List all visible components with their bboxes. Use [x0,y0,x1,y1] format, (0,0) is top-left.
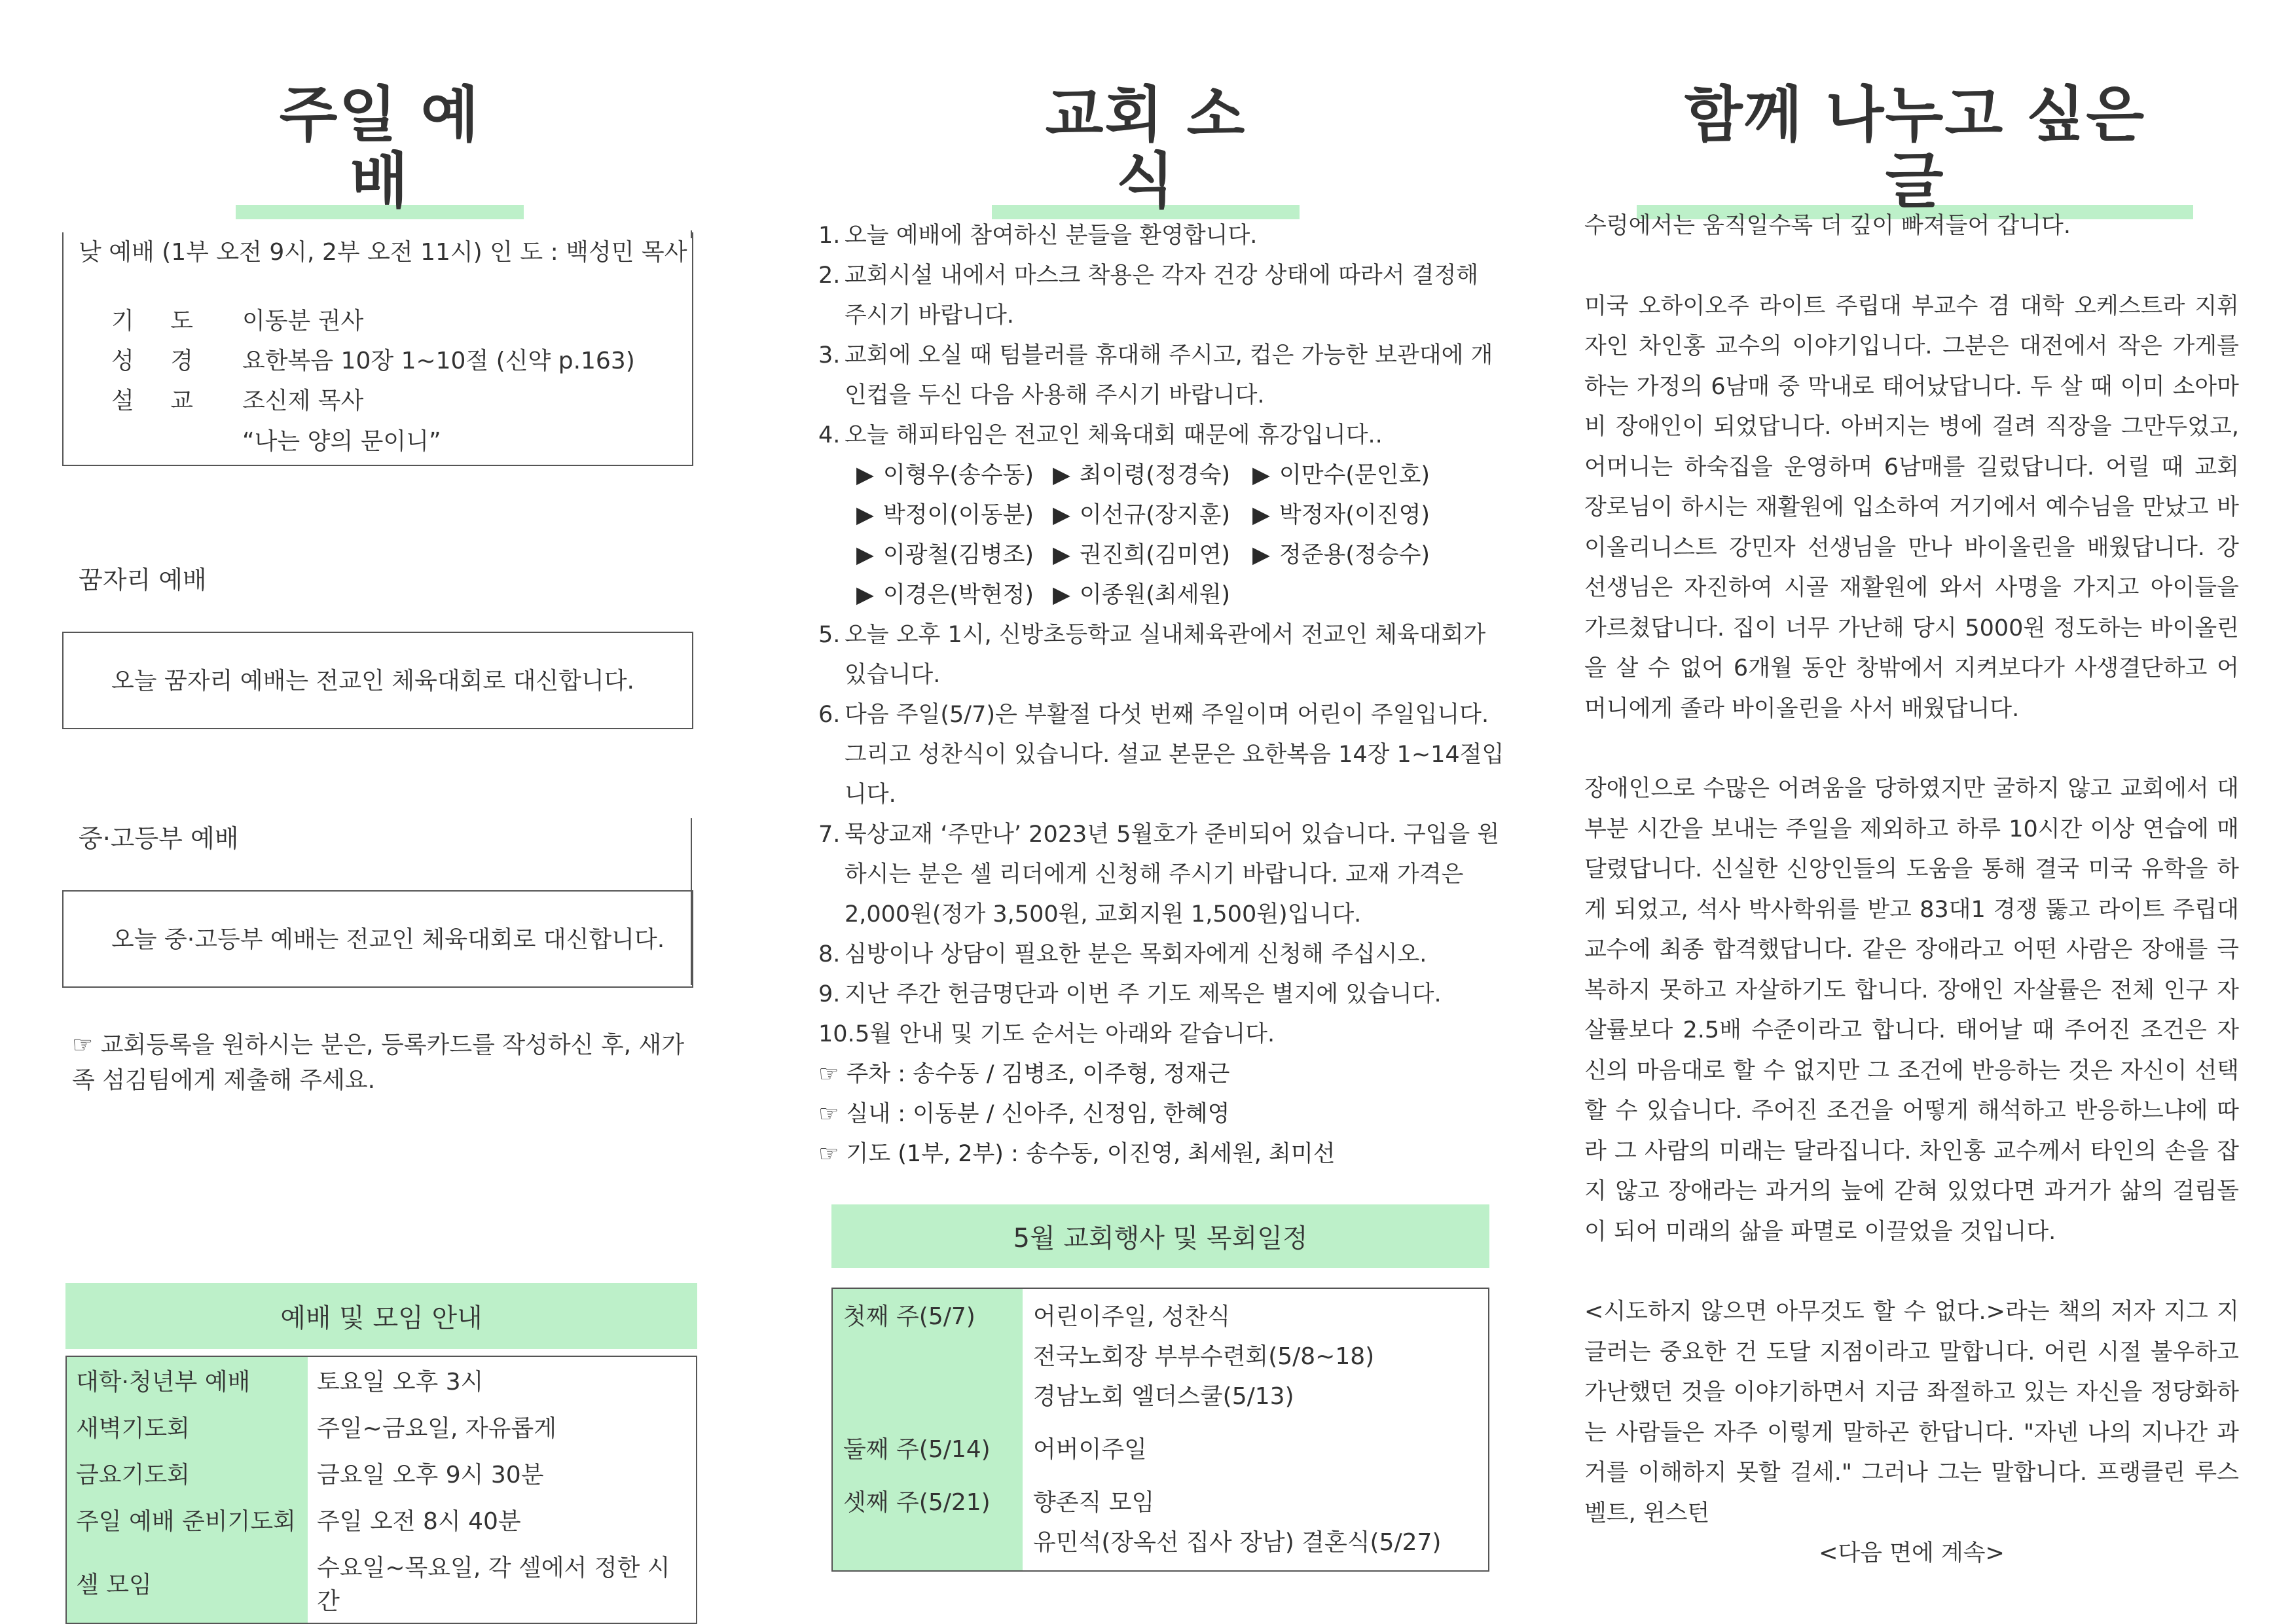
meeting-name: 금요기도회 [67,1450,308,1496]
sermon-title-label [111,422,242,461]
item-number: 9. [818,981,841,1007]
item-number: 4. [818,422,841,448]
list-item [818,935,1506,975]
week-label: 첫째 주(5/7) [843,1303,975,1330]
meetings-table-wrap [65,1356,697,1624]
kids-service-text: 오늘 꿈자리 예배는 전교인 체육대회로 대신합니다. [111,668,634,695]
news-list-wrap [818,216,1506,1174]
table-row [67,1403,696,1450]
list-item [818,615,1506,695]
triangle-right-icon: ▶ [856,462,874,488]
triangle-right-icon: ▶ [1252,502,1270,528]
kids-service-title: 꿈자리 예배 [79,566,207,594]
schedule-events-col [1023,1289,1488,1570]
week-label: 둘째 주(5/14) [843,1436,991,1463]
prayer-value: 이동분 권사 [242,308,364,334]
news-list [818,216,1506,456]
happy-time-names [818,456,1506,615]
item-text: 오늘 해피타임은 전교인 체육대회 때문에 휴강입니다.. [845,422,1383,448]
meeting-time: 금요일 오후 9시 30분 [317,1462,544,1489]
item-number: 3. [818,342,841,369]
item-number: 7. [818,821,841,848]
meeting-time: 주일 오전 8시 40분 [317,1508,521,1535]
name-item: ▶ 최이령(정경숙) [1053,462,1231,488]
essay-paragraph: 미국 오하이오주 라이트 주립대 부교수 겸 대학 오케스트라 지휘자인 차인홍 교수의 이야기입니다. 그분은 대전에서 작은 가게를 하는 가정의 6남매 중 막내로 태어났답니다. 두 살 때 이미 소아마비 장애인이 되었답니다. 아버지는 병에 걸려 직장을 그만두었고, 어머니는 하숙집을 운영하며 6남매를 길렀답니다. 어릴 때 교회 장로님이 하시는 재활원에 입소하여 거기에서 예수님을 만났고 바이올리니스트 강민자 선생님을 만나 바이올린을 배웠답니다. 강 선생님은 자진하여 시골 재활원에 와서 사명을 가지고 아이들을 가르쳤답니다. 집이 너무 가난해 당시 5000원 정도하는 바이올린을 살 수 없어 6개월 동안 창밖에서 지켜보다가 사생결단하고 어머니에게 졸라 바이올린을 사서 배웠답니다. [1584,293,2239,722]
meetings-section [65,1283,697,1624]
item-text: 다음 주일(5/7)은 부활절 다섯 번째 주일이며 어린이 주일입니다. 그리고 성찬식이 있습니다. 설교 본문은 요한복음 14장 1~14절입니다. [845,702,1504,808]
may-role-parking: ☞ 주차 : 송수동 / 김병조, 이주형, 정재근 [818,1061,1230,1087]
name-item: ▶ 박정이(이동분) [856,502,1034,528]
essay-paragraph: 장애인으로 수많은 어려움을 당하였지만 굴하지 않고 교회에서 대부분 시간을 보내는 주일을 제외하고 하루 10시간 이상 연습에 매달렸답니다. 신실한 신앙인들의 도움을 통해 결국 미국 유학을 하게 되었고, 석사 박사학위를 받고 83대1 경쟁 뚫고 라이트 주립대 교수에 최종 합격했답니다. 같은 장애라고 어떤 사람은 장애를 극복하지 못하고 자살하기도 합니다. 장애인 자살률은 전체 인구 자살률보다 2.5배 수준이라고 합니다. 태어날 때 주어진 조건은 자신의 마음대로 할 수 없지만 그 조건에 반응하는 것은 자신이 선택할 수 있습니다. 주어진 조건을 어떻게 해석하고 반응하느냐에 따라 그 사람의 미래는 달라집니다. 차인홍 교수께서 타인의 손을 잡지 않고 장애라는 과거의 늪에 갇혀 있었다면 과거가 삶의 걸림돌이 되어 미래의 삶을 파멸로 이끌었을 것입니다. [1584,776,2239,1245]
event-item: 경남노회 엘더스쿨(5/13) [1033,1383,1294,1410]
sermon-title: “나는 양의 문이니” [242,427,441,455]
list-item [818,256,1506,336]
essay-heading-wrap [1637,82,2193,219]
continued-note: <다음 면에 계속> [1819,1540,2005,1566]
name-item: ▶ 박정자(이진영) [1252,502,1430,528]
week-label: 셋째 주(5/21) [843,1489,991,1516]
schedule-section [831,1204,1489,1572]
table-row [67,1543,696,1623]
meeting-time: 주일~금요일, 자유롭게 [317,1415,557,1442]
meeting-name: 셀 모임 [67,1543,308,1623]
news-heading-wrap [992,82,1300,219]
list-item [818,216,1506,256]
page-title-worship: 주일 예배 [279,80,481,217]
name-item: ▶ 이경은(박현정) [856,582,1034,608]
youth-service-title: 중·고등부 예배 [79,824,239,853]
sermon-label: 설 교 [111,388,208,415]
triangle-right-icon: ▶ [856,542,874,568]
right-column [1584,0,2252,1623]
list-item [818,695,1506,815]
triangle-right-icon: ▶ [1252,542,1270,568]
meetings-title: 예배 및 모임 안내 [65,1283,697,1349]
meeting-name: 주일 예배 준비기도회 [67,1496,308,1543]
youth-service-text: 오늘 중·고등부 예배는 전교인 체육대회로 대신합니다. [111,926,665,953]
table-row [67,1450,696,1496]
schedule-title: 5월 교회행사 및 목회일정 [831,1204,1489,1268]
item-text: 오늘 예배에 참여하신 분들을 환영합니다. [845,223,1258,249]
item-number: 2. [818,262,841,289]
name-item: ▶ 이선규(장지훈) [1053,502,1231,528]
item-number: 10. [818,1021,855,1047]
table-row [67,1357,696,1403]
table-row [67,1496,696,1543]
essay-paragraph: 수렁에서는 움직일수록 더 깊이 빠져들어 갑니다. [1584,213,2071,239]
name-item: ▶ 이종원(최세원) [1053,582,1231,608]
essay-paragraph: <시도하지 않으면 아무것도 할 수 없다.>라는 책의 저자 지그 지글러는 중요한 건 도달 지점이라고 말합니다. 어린 시절 불우하고 가난했던 것을 이야기하면서 지금 좌절하고 있는 자신을 정당화하는 사람들은 자주 이렇게 말하곤 한답니다. "자넨 나의 지나간 과거를 이해하지 못할 걸세." 그러나 그는 말합니다. 프랭클린 루스벨트, 윈스턴 [1584,1299,2239,1526]
item-text: 묵상교재 ‘주만나’ 2023년 5월호가 준비되어 있습니다. 구입을 원하시는 분은 셀 리더에게 신청해 주시기 바랍니다. 교재 가격은 2,000원(정가 3,500원, 교회지원 1,500원)입니다. [845,821,1500,928]
list-item [818,815,1506,935]
item-number: 5. [818,622,841,648]
list-item [818,1015,1506,1055]
triangle-right-icon: ▶ [1252,462,1270,488]
schedule-table [831,1288,1489,1572]
name-item: ▶ 정준용(정승수) [1252,542,1430,568]
item-number: 8. [818,941,841,967]
news-list-2 [818,615,1506,1055]
item-text: 심방이나 상담이 필요한 분은 목회자에게 신청해 주십시오. [845,941,1427,967]
sermon-value: 조신제 목사 [242,388,364,415]
list-item [818,336,1506,416]
worship-heading-wrap [236,82,524,219]
page-title-news: 교회 소식 [1045,80,1247,217]
triangle-right-icon: ▶ [1053,582,1070,608]
item-text: 교회에 오실 때 텀블러를 휴대해 주시고, 컵은 가능한 보관대에 개인컵을 두신 다음 사용해 주시기 바랍니다. [845,342,1493,408]
triangle-right-icon: ▶ [1053,462,1070,488]
triangle-right-icon: ▶ [856,582,874,608]
main-service-header: 낮 예배 (1부 오전 9시, 2부 오전 11시) 인 도 : 백성민 목사 [79,239,687,266]
triangle-right-icon: ▶ [1053,502,1070,528]
name-item: ▶ 권진희(김미연) [1053,542,1231,568]
item-text: 교회시설 내에서 마스크 착용은 각자 건강 상태에 따라서 결정해 주시기 바랍니다. [845,262,1479,329]
event-item: 전국노회장 부부수련회(5/8~18) [1033,1343,1375,1370]
item-text: 지난 주간 헌금명단과 이번 주 기도 제목은 별지에 있습니다. [845,981,1442,1007]
may-role-prayer: ☞ 기도 (1부, 2부) : 송수동, 이진영, 최세원, 최미선 [818,1141,1336,1167]
event-item: 유민석(장옥선 집사 장남) 결혼식(5/27) [1033,1529,1442,1556]
page-title-essay: 함께 나누고 싶은 글 [1684,80,2146,217]
triangle-right-icon: ▶ [1053,542,1070,568]
meetings-table [67,1357,696,1623]
event-item: 어린이주일, 성찬식 [1033,1303,1231,1330]
scripture-value: 요한복음 10장 1~10절 (신약 p.163) [242,348,635,375]
item-number: 1. [818,223,841,249]
may-role-indoor: ☞ 실내 : 이동분 / 신아주, 신정임, 한혜영 [818,1101,1230,1127]
meeting-name: 대학·청년부 예배 [67,1357,308,1403]
essay-body [1584,206,2239,1574]
name-item: ▶ 이만수(문인호) [1252,462,1430,488]
list-item [818,416,1506,456]
scripture-label: 성 경 [111,348,208,375]
name-item: ▶ 이광철(김병조) [856,542,1034,568]
event-item: 향존직 모임 [1033,1489,1155,1516]
item-number: 6. [818,702,841,728]
item-text: 5월 안내 및 기도 순서는 아래와 같습니다. [855,1021,1275,1047]
schedule-weeks-col [833,1289,1023,1570]
main-service-details [111,301,687,461]
name-item: ▶ 이형우(송수동) [856,462,1034,488]
meeting-time: 토요일 오후 3시 [317,1369,484,1396]
event-item: 어버이주일 [1033,1436,1147,1463]
left-column [59,0,714,1623]
meeting-name: 새벽기도회 [67,1403,308,1450]
middle-column [818,0,1506,1623]
meeting-time: 수요일~목요일, 각 셀에서 정한 시간 [317,1555,670,1615]
registration-note: ☞ 교회등록을 원하시는 분은, 등록카드를 작성하신 후, 새가족 섬김팀에게 제출해 주세요. [72,1032,685,1094]
triangle-right-icon: ▶ [856,502,874,528]
list-item [818,975,1506,1015]
item-text: 오늘 오후 1시, 신방초등학교 실내체육관에서 전교인 체육대회가 있습니다. [845,622,1486,688]
prayer-label: 기 도 [111,308,208,334]
